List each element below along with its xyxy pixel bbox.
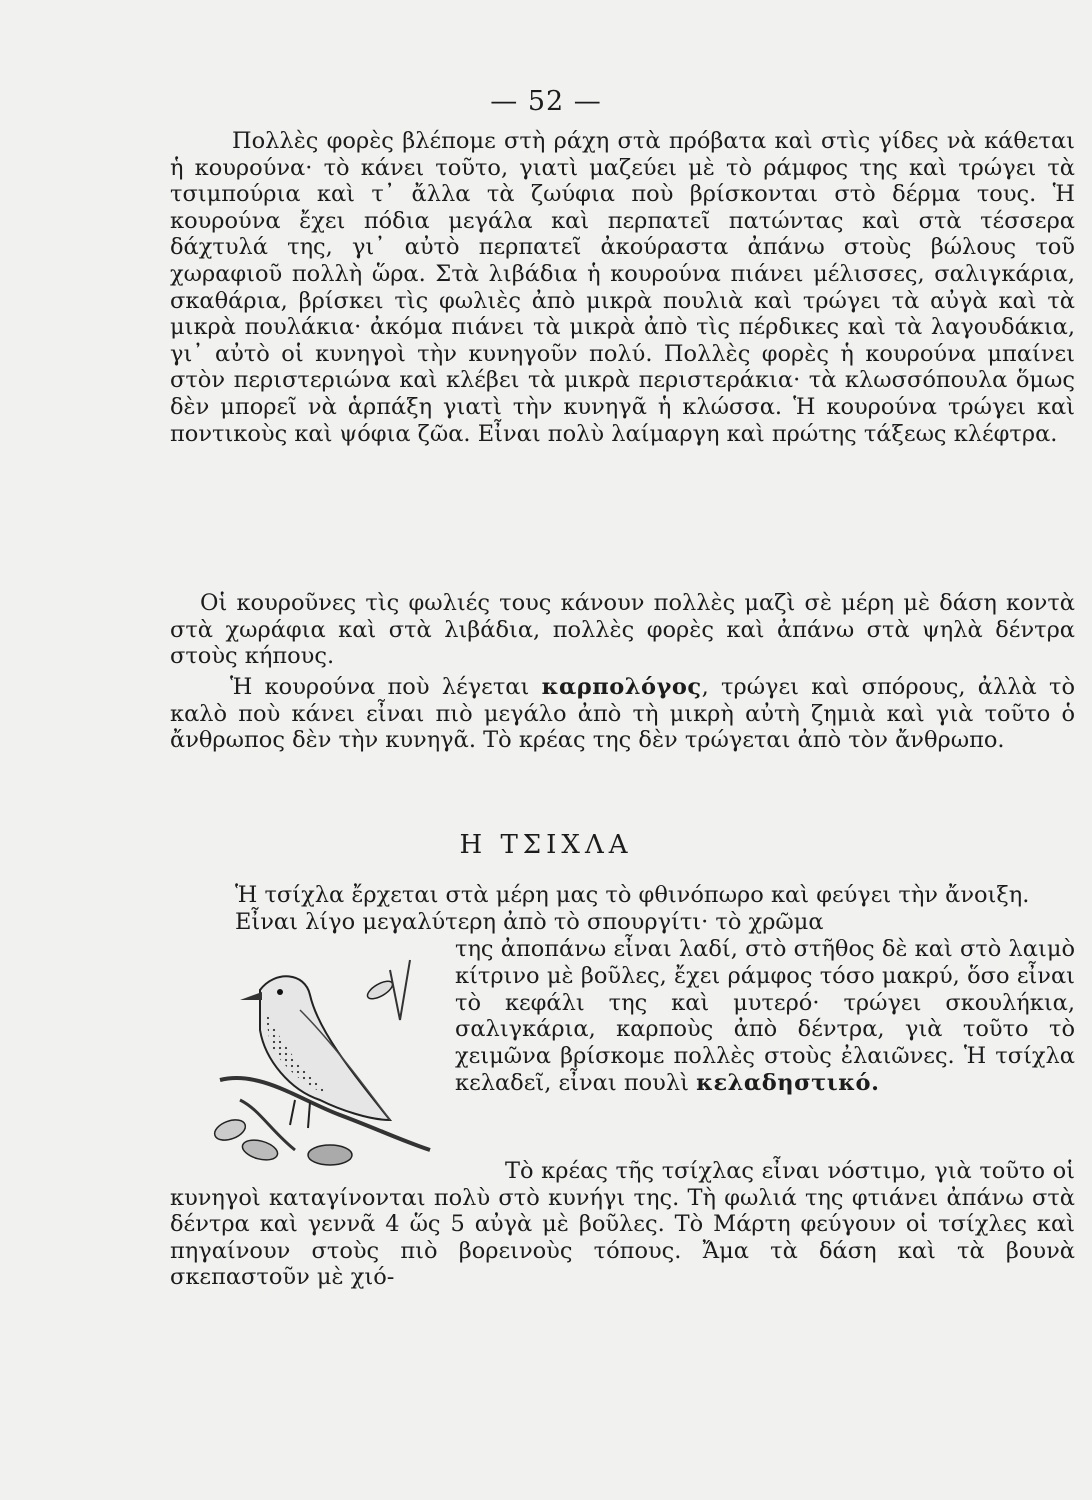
term-kelaidistiko: κελαδηστικό. <box>696 1069 880 1096</box>
paragraph-crow-nests: Οἱ κουροῦνες τὶς φωλιές τους κάνουν πολλὲς μαζὶ σὲ μέρη μὲ δάση κοντὰ στὰ χωράφια καὶ στὰ λιβάδια, πολλὲς φορὲς καὶ ἀπάνω στὰ ψηλὰ δέντρα στοὺς κήπους. <box>170 590 1075 670</box>
paragraph-thrush-meat: Τὸ κρέας τῆς τσίχλας εἶναι νόστιμο, γιὰ τοῦτο οἱ κυνηγοὶ καταγίνονται πολὺ στὸ κυνήγι της. Τὴ φωλιά της φτιάνει ἀπάνω στὰ δέντρα καὶ γεννᾶ 4 ὥς 5 αὐγὰ μὲ βοῦλες. Τὸ Μάρτη φεύγουν οἱ τσίχλες καὶ πηγαίνουν στοὺς πιὸ βορεινοὺς τόπους. Ἄμα τὰ δάση καὶ τὰ βουνὰ σκεπαστοῦν μὲ χιό- <box>170 1158 1075 1291</box>
thrush-illustration <box>200 950 440 1170</box>
para3-end: , τρώγει καὶ σπόρους, ἀλλὰ τὸ καλὸ ποὺ κάνει εἶναι πιὸ μεγάλο ἀπὸ τὴ μικρὴ αὐτὴ ζημιὰ καὶ γιὰ τοῦτο ὁ ἄνθρωπος δὲν τὴν κυνηγᾶ. Τὸ κρέας της δὲν τρώγεται ἀπὸ τὸν ἄνθρωπο. <box>170 674 1076 754</box>
paragraph-karpologos <box>170 674 1075 754</box>
paragraph-thrush-intro: Ἡ τσίχλα ἔρχεται στὰ μέρη μας τὸ φθινόπωρο καὶ φεύγει τὴν ἄνοιξη. Εἶναι λίγο μεγαλύτερη ἀπὸ τὸ σπουργίτι· τὸ χρῶμα <box>235 882 1030 935</box>
term-karpologos: καρπολόγος <box>541 674 702 700</box>
thrush-description-text: της ἀποπάνω εἶναι λαδί, στὸ στῆθος δὲ καὶ στὸ λαιμὸ κίτρινο μὲ βοῦλες, ἔχει ράμφος τόσο μακρύ, ὅσο εἶναι τὸ κεφάλι της καὶ μυτερό· τρώγει σκουλήκια, σαλιγκάρια, καρποὺς ἀπὸ δέντρα, γιὰ τοῦτο τὸ χειμῶνα βρίσκομε πολλὲς στοὺς ἐλαιῶνες. Ἡ τσίχλα κελαδεῖ, εἶναι πουλὶ <box>455 936 1075 1096</box>
paragraph-crow-feeding: Πολλὲς φορὲς βλέπομε στὴ ράχη στὰ πρόβατα καὶ στὶς γίδες νὰ κάθεται ἡ κουρούνα· τὸ κάνει τοῦτο, γιατὶ μαζεύει μὲ τὸ ράμφος της καὶ τρώγει τὰ τσιμπούρια καὶ τ᾽ ἄλλα τὰ ζωύφια ποὺ βρίσκονται στὸ δέρμα τους. Ἡ κουρούνα ἔχει πόδια μεγάλα καὶ περπατεῖ πατώντας καὶ στὰ τέσσερα δάχτυλά της, γι᾽ αὐτὸ περπατεῖ ἀκούραστα ἀπάνω στοὺς βώλους τοῦ χωραφιοῦ πολλὴ ὥρα. Στὰ λιβάδια ἡ κουρούνα πιάνει μέλισσες, σαλιγκάρια, σκαθάρια, βρίσκει τὶς φωλιὲς ἀπὸ μικρὰ πουλιὰ καὶ τρώγει τὰ αὐγὰ καὶ τὰ μικρὰ πουλάκια· ἀκόμα πιάνει τὰ μικρὰ ἀπὸ τὶς πέρδικες καὶ τὰ λαγουδάκια, γι᾽ αὐτὸ οἱ κυνηγοὶ τὴν κυνηγοῦν πολύ. Πολλὲς φορὲς ἡ κουρούνα μπαίνει στὸν περιστεριώνα καὶ κλέβει τὰ μικρὰ περιστεράκια· τὰ κλωσσόπουλα ὅμως δὲν μπορεῖ νὰ ἁρπάξη γιατὶ τὴν κυνηγᾶ ἡ κλώσσα. Ἡ κουρούνα τρώγει καὶ ποντικοὺς καὶ ψόφια ζῶα. Εἶναι πολὺ λαίμαργη καὶ πρώτης τάξεως κλέφτρα. <box>170 128 1075 447</box>
paragraph-thrush-description <box>455 936 1075 1097</box>
section-heading: Η ΤΣΙΧΛΑ <box>459 830 633 860</box>
page-number: — 52 — <box>490 86 602 117</box>
para3-start: Ἡ κουρούνα ποὺ λέγεται <box>230 674 530 700</box>
